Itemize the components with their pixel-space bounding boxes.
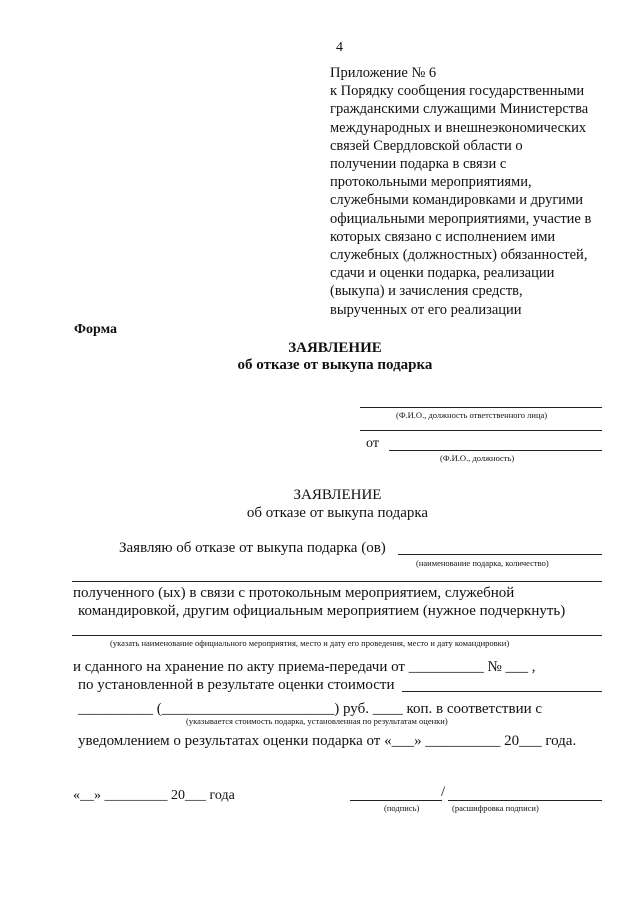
decoding-line — [448, 800, 602, 801]
annex-line: гражданскими служащими Министерства — [330, 101, 589, 118]
annex-block — [330, 64, 620, 319]
decoding-caption: (расшифровка подписи) — [452, 803, 539, 813]
signature-line — [350, 800, 442, 801]
annex-line: Приложение № 6 — [330, 65, 437, 81]
body-subtitle: об отказе от выкупа подарка — [246, 505, 429, 521]
event-caption: (указать наименование официального мероприятия, место и дату его проведения, место и дату командировки) — [110, 638, 510, 648]
from-caption: (Ф.И.О., должность) — [440, 453, 515, 463]
annex-line: протокольными мероприятиями, — [330, 174, 532, 191]
annex-line: получении подарка в связи с — [330, 156, 507, 173]
valuation-line: по установленной в результате оценки стоимости — [78, 677, 395, 693]
received-line-1: полученного (ых) в связи с протокольным мероприятием, служебной — [73, 585, 515, 601]
annex-line: официальными мероприятиями, участие в — [330, 210, 592, 227]
annex-line: сдачи и оценки подарка, реализации — [330, 265, 555, 282]
signature-slash: / — [441, 784, 446, 800]
responsible-person-line-2 — [360, 430, 602, 431]
responsible-person-line — [360, 407, 602, 408]
gift-line — [398, 554, 602, 555]
from-label: от — [366, 436, 379, 451]
annex-line: международных и внешнеэкономических — [330, 119, 587, 136]
valuation-blank-line — [402, 691, 602, 692]
refuse-text: Заявляю об отказе от выкупа подарка (ов) — [119, 540, 386, 556]
signature-date: «__» _________ 20___ года — [73, 788, 235, 803]
body-title: ЗАЯВЛЕНИЕ — [293, 487, 382, 503]
annex-line: (выкупа) и зачисления средств, — [330, 283, 523, 300]
from-line — [389, 450, 602, 451]
annex-line: связей Свердловской области о — [330, 137, 523, 154]
annex-line: к Порядку сообщения государственными — [330, 83, 585, 100]
notice-line: уведомлением о результатах оценки подарка от «___» __________ 20___ года. — [78, 733, 577, 749]
responsible-person-caption: (Ф.И.О., должность ответственного лица) — [396, 410, 548, 420]
form-subtitle: об отказе от выкупа подарка — [237, 357, 433, 373]
event-line — [72, 635, 602, 636]
annex-line: служебных (должностных) обязанностей, — [330, 247, 588, 264]
handed-line: и сданного на хранение по акту приема-передачи от __________ № ___ , — [73, 659, 536, 675]
cost-line: __________ (_______________________) руб. ____ коп. в соответствии с — [78, 701, 543, 717]
cost-caption: (указывается стоимость подарка, установленная по результатам оценки) — [186, 716, 448, 726]
annex-line: которых связано с исполнением ими — [330, 228, 556, 245]
page-number: 4 — [336, 40, 343, 55]
form-label: Форма — [74, 322, 118, 337]
received-line-2: командировкой, другим официальным мероприятием (нужное подчеркнуть) — [78, 603, 566, 619]
gift-caption: (наименование подарка, количество) — [416, 558, 549, 568]
signature-caption: (подпись) — [384, 803, 420, 813]
annex-line: служебными командировками и другими — [330, 192, 584, 209]
form-title: ЗАЯВЛЕНИЕ — [288, 340, 382, 356]
annex-line: вырученных от его реализации — [330, 301, 522, 318]
gift-line-2 — [72, 581, 602, 582]
